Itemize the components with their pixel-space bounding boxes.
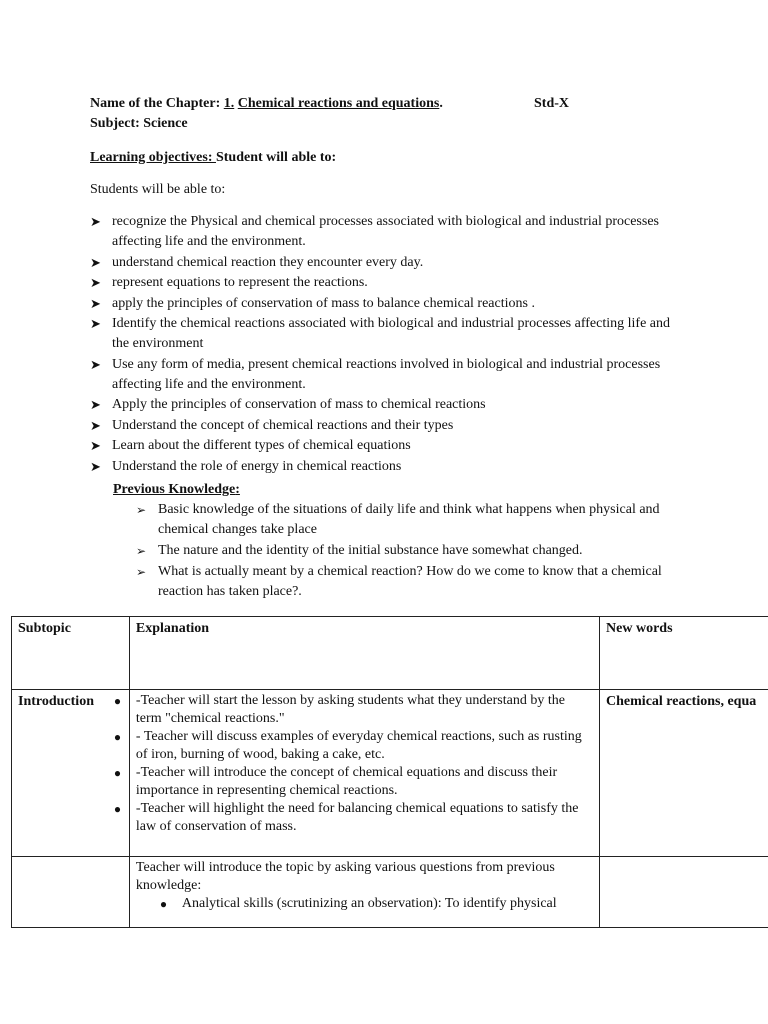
explanation-text: -Teacher will highlight the need for balancing chemical equations to satisfy the law of conservation of mass. [135,801,579,834]
list-item [136,562,681,602]
objective-text: apply the principles of conservation of mass to balance chemical reactions . [112,295,535,311]
list-item [113,692,593,728]
bullet-dot-icon: ● [113,730,122,744]
previous-knowledge-label: Previous Knowledge [113,482,236,497]
objective-text: Understand the concept of chemical reactions and their types [112,417,454,433]
previous-knowledge-list [136,500,681,603]
arrowhead-bullet-icon: ➤ [90,254,101,270]
objective-text: recognize the Physical and chemical processes associated with biological and industrial processes affecting life and the environment. [112,214,659,249]
list-item [90,273,680,293]
arrowhead-bullet-icon: ➤ [90,275,101,290]
explanation-text: - Teacher will discuss examples of everyday chemical reactions, such as rusting of iron, burning of wood, baking a cake, etc. [135,729,582,762]
objectives-heading [90,148,336,168]
explanation-text: Analytical skills (scrutinizing an observation): To identify physical [181,896,557,911]
list-item [113,800,593,836]
list-item [113,728,593,764]
objective-text: Identify the chemical reactions associated with biological and industrial processes affecting life and the environment [112,316,670,351]
arrowhead-bullet-icon: ➤ [90,295,101,311]
arrowhead-bullet-icon: ➢ [136,565,147,579]
arrowhead-bullet-icon: ➤ [90,458,101,474]
list-item [90,395,680,415]
objective-text: Apply the principles of conservation of mass to chemical reactions [112,397,486,412]
objective-text: Learn about the different types of chemical equations [112,438,411,453]
list-item [90,314,680,354]
objectives-list [90,212,680,477]
explanation-list [113,692,593,836]
list-item [113,764,593,800]
list-item [136,895,593,913]
table-row [12,690,768,857]
arrowhead-bullet-icon: ➤ [90,214,101,229]
bullet-dot-icon: ● [113,802,122,816]
subject-line: Subject: Science [90,116,188,131]
arrowhead-bullet-icon: ➤ [90,316,101,331]
table-row [12,857,768,928]
new-words-cell [600,857,768,928]
chapter-title: Chemical reactions and equations [237,96,440,111]
objective-text: Use any form of media, present chemical reactions involved in biological and industrial processes affecting life and the environment. [112,356,661,392]
list-item [90,457,680,477]
previous-knowledge-text: Basic knowledge of the situations of daily life and think what happens when physical and chemical changes take place [158,502,660,537]
arrowhead-bullet-icon: ➤ [90,417,101,433]
subtopic-cell [12,857,130,928]
arrowhead-bullet-icon: ➤ [90,397,101,412]
explanation-cell [113,690,599,857]
header-new-words: New words [600,617,768,690]
header-explanation: Explanation [129,617,599,690]
previous-knowledge-text: What is actually meant by a chemical reaction? How do we come to know that a chemical reaction has taken place?. [158,564,662,599]
list-item [136,500,681,540]
objectives-heading-suffix: Student will able to: [215,150,337,165]
objective-text: represent equations to represent the reactions. [112,275,368,290]
bullet-dot-icon: ● [113,694,122,708]
list-item [90,436,680,456]
subtopic-cell: Introduction [12,690,130,857]
chapter-label: Name of the Chapter: [90,96,224,111]
chapter-number: 1. [223,96,235,111]
new-words-cell: Chemical reactions, equa [600,690,768,857]
previous-knowledge-title [113,480,240,500]
chapter-period: . [439,96,443,111]
bullet-dot-icon: ● [113,766,122,780]
list-item [90,253,680,273]
std-label: Std-X [534,96,570,111]
explanation-text: Teacher will introduce the topic by asking various questions from previous knowledge: [135,860,555,893]
objective-text: Understand the role of energy in chemical reactions [112,458,402,474]
arrowhead-bullet-icon: ➢ [136,503,147,517]
chapter-line [90,94,443,114]
list-item [90,212,680,252]
explanation-text: -Teacher will introduce the concept of chemical equations and discuss their importance in representing chemical reactions. [135,765,558,798]
objectives-heading-label: Learning objectives: [90,150,216,165]
list-item [136,541,681,561]
explanation-text: -Teacher will start the lesson by asking students what they understand by the term "chemical reactions." [135,693,565,726]
objective-text: understand chemical reaction they encounter every day. [112,254,424,270]
objectives-intro: Students will be able to: [90,182,226,197]
list-item [90,416,680,436]
arrowhead-bullet-icon: ➤ [90,438,101,453]
explanation-cell [129,857,599,928]
previous-knowledge-colon: : [235,482,240,497]
bullet-dot-icon: ● [159,897,168,911]
previous-knowledge-text: The nature and the identity of the initial substance have somewhat changed. [158,543,583,558]
list-item [90,355,680,395]
arrowhead-bullet-icon: ➤ [90,356,101,372]
lesson-table [11,616,768,928]
table-header-row [12,617,768,690]
list-item [90,294,680,314]
header-subtopic: Subtopic [12,617,130,690]
arrowhead-bullet-icon: ➢ [136,544,147,558]
